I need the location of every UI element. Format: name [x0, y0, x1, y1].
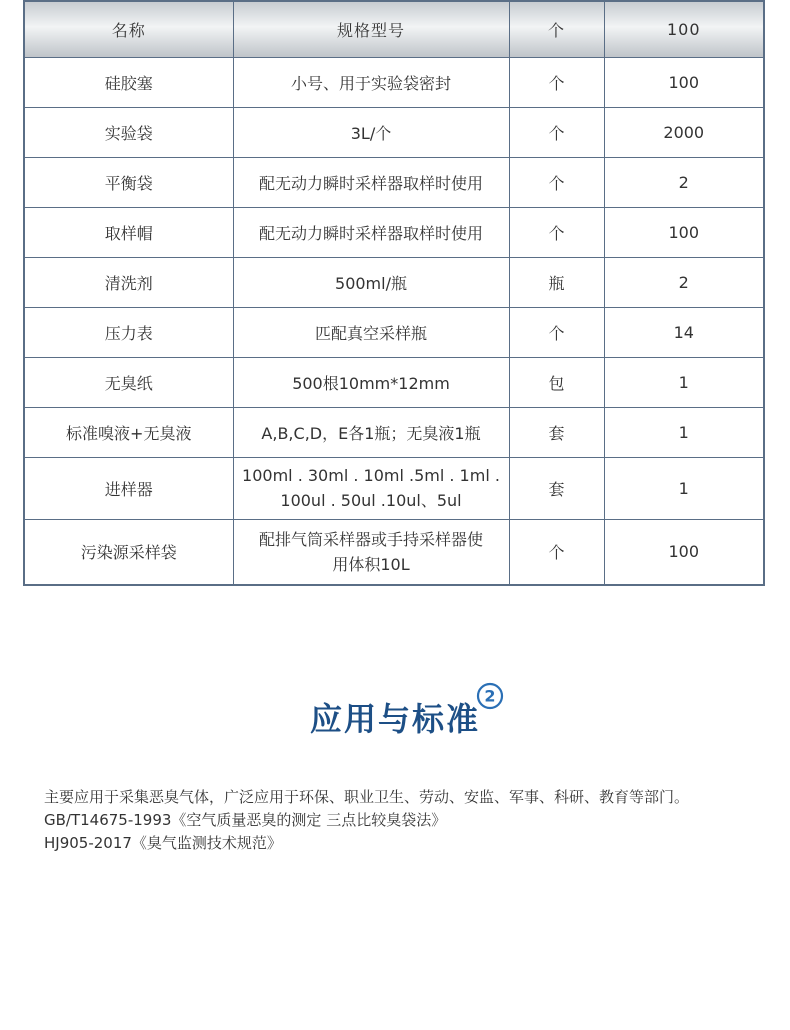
cell-spec-line: 配排气筒采样器或手持采样器使	[258, 529, 483, 549]
cell-unit: 瓶	[509, 257, 604, 307]
cell-spec: 配无动力瞬时采样器取样时使用	[233, 157, 509, 207]
badge-number: 2	[484, 686, 496, 706]
cell-name: 标准嗅液+无臭液	[24, 407, 233, 457]
section-title: 应用与标准	[309, 700, 480, 738]
table-row	[24, 307, 764, 357]
description-line: 主要应用于采集恶臭气体，广泛应用于环保、职业卫生、劳动、安监、军事、科研、教育等部门。	[44, 788, 690, 806]
cell-qty: 1	[604, 457, 764, 519]
cell-qty: 100	[604, 207, 764, 257]
spec-table-wrapper	[23, 0, 763, 586]
cell-spec	[233, 519, 509, 585]
cell-unit: 个	[509, 207, 604, 257]
table-row	[24, 107, 764, 157]
header-name: 名称	[24, 1, 233, 57]
cell-name: 平衡袋	[24, 157, 233, 207]
table-row	[24, 257, 764, 307]
cell-spec: 配无动力瞬时采样器取样时使用	[233, 207, 509, 257]
table-row	[24, 157, 764, 207]
cell-spec-line: 100ul . 50ul .10ul、5ul	[280, 491, 462, 510]
description-line: HJ905-2017《臭气监测技术规范》	[44, 834, 282, 852]
section-heading	[0, 694, 790, 740]
header-spec: 规格型号	[233, 1, 509, 57]
header-unit: 个	[509, 1, 604, 57]
cell-name: 清洗剂	[24, 257, 233, 307]
cell-spec-line: 用体积10L	[332, 554, 410, 574]
table-row	[24, 457, 764, 519]
cell-name: 实验袋	[24, 107, 233, 157]
cell-unit: 套	[509, 407, 604, 457]
cell-qty: 2	[604, 157, 764, 207]
cell-spec: 3L/个	[233, 107, 509, 157]
description-block	[44, 786, 689, 855]
table-row	[24, 357, 764, 407]
cell-unit: 个	[509, 107, 604, 157]
cell-qty: 14	[604, 307, 764, 357]
cell-name: 压力表	[24, 307, 233, 357]
cell-name: 取样帽	[24, 207, 233, 257]
cell-qty: 1	[604, 407, 764, 457]
description-line: GB/T14675-1993《空气质量恶臭的测定 三点比较臭袋法》	[44, 811, 447, 829]
cell-spec: 小号、用于实验袋密封	[233, 57, 509, 107]
cell-unit: 包	[509, 357, 604, 407]
table-row	[24, 407, 764, 457]
cell-spec: 500ml/瓶	[233, 257, 509, 307]
accessory-table	[23, 0, 765, 586]
table-row	[24, 519, 764, 585]
table-header-row	[24, 1, 764, 57]
cell-spec: 匹配真空采样瓶	[233, 307, 509, 357]
cell-name: 硅胶塞	[24, 57, 233, 107]
cell-name: 进样器	[24, 457, 233, 519]
cell-qty: 2	[604, 257, 764, 307]
cell-spec-line: 100ml . 30ml . 10ml .5ml . 1ml .	[242, 466, 500, 485]
table-row	[24, 207, 764, 257]
cell-qty: 100	[604, 57, 764, 107]
header-qty: 100	[604, 1, 764, 57]
cell-unit: 个	[509, 519, 604, 585]
cell-name: 无臭纸	[24, 357, 233, 407]
cell-spec	[233, 457, 509, 519]
circled-number-icon	[476, 682, 504, 710]
table-row	[24, 57, 764, 107]
cell-unit: 套	[509, 457, 604, 519]
cell-qty: 1	[604, 357, 764, 407]
cell-name: 污染源采样袋	[24, 519, 233, 585]
cell-unit: 个	[509, 57, 604, 107]
cell-qty: 2000	[604, 107, 764, 157]
cell-spec: A,B,C,D，E各1瓶；无臭液1瓶	[233, 407, 509, 457]
cell-qty: 100	[604, 519, 764, 585]
cell-unit: 个	[509, 307, 604, 357]
cell-unit: 个	[509, 157, 604, 207]
cell-spec: 500根10mm*12mm	[233, 357, 509, 407]
